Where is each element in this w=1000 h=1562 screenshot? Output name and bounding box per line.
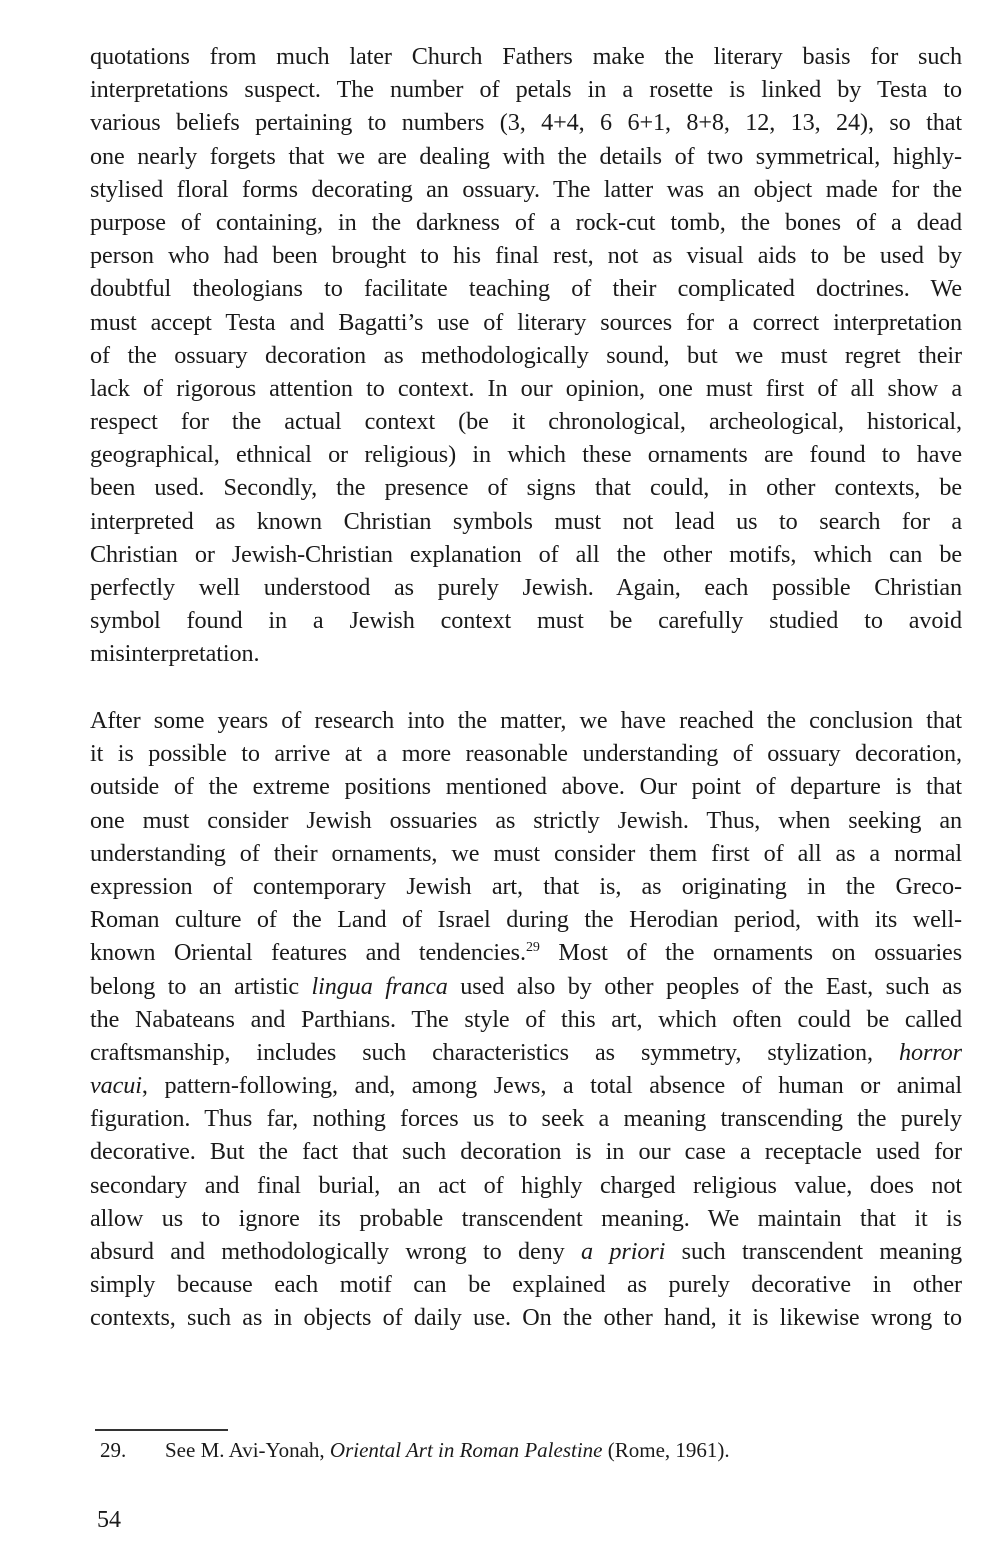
footnote-text-before: See M. Avi-Yonah,	[165, 1438, 330, 1462]
italic-phrase: horror	[898, 1038, 962, 1066]
text-run: secondary and final burial, an act of highly charged religious value, does not	[90, 1171, 962, 1199]
text-line	[90, 870, 962, 903]
text-run: perfectly well understood as purely Jewish. Again, each possible Christian	[90, 574, 962, 601]
text-line	[90, 40, 962, 73]
paragraph-1	[90, 40, 962, 671]
text-line	[90, 804, 962, 837]
text-line	[90, 637, 962, 670]
text-run: , pattern-following, and, among Jews, a total absence of human or animal	[141, 1072, 962, 1100]
text-run: outside of the extreme positions mentioned above. Our point of departure is that	[90, 773, 962, 801]
text-line	[90, 770, 962, 803]
text-run: geographical, ethnical or religious) in which these ornaments are found to have	[90, 441, 962, 469]
text-run: purpose of containing, in the darkness of a rock-cut tomb, the bones of a dead	[90, 208, 962, 236]
text-line	[90, 837, 962, 870]
text-run: understanding of their ornaments, we must consider them first of all as a normal	[90, 839, 962, 867]
text-line	[90, 903, 962, 936]
text-line	[90, 140, 962, 173]
text-line	[90, 1102, 962, 1135]
footnote-number: 29.	[100, 1438, 127, 1462]
text-run: respect for the actual context (be it chronological, archeological, historical,	[90, 408, 962, 436]
text-run: used also by other peoples of the East, such as	[447, 972, 962, 1000]
text-line	[90, 1135, 962, 1168]
text-run: decorative. But the fact that such decoration is in our case a receptacle used for	[90, 1138, 962, 1166]
text-run: expression of contemporary Jewish art, that is, as originating in the Greco-	[90, 872, 962, 900]
footnote-29	[100, 1436, 860, 1464]
text-run: Christian or Jewish-Christian explanation of all the other motifs, which can be	[90, 540, 962, 568]
text-run: misinterpretation.	[90, 640, 260, 668]
text-line	[90, 206, 962, 239]
text-run: absurd and methodologically wrong to deny	[90, 1238, 582, 1265]
text-line	[90, 1301, 962, 1334]
text-run: various beliefs pertaining to numbers (3, 4+4, 6 6+1, 8+8, 12, 13, 24), so that	[90, 109, 962, 137]
footnote-book-title: Oriental Art in Roman Palestine	[329, 1438, 603, 1462]
text-line	[90, 1003, 962, 1036]
text-line	[90, 704, 962, 737]
text-line	[90, 438, 962, 471]
text-line	[90, 73, 962, 106]
text-line	[90, 1169, 962, 1202]
footnote-reference: 29	[525, 940, 540, 956]
text-line	[90, 1235, 962, 1268]
italic-phrase: lingua franca	[311, 972, 448, 1000]
italic-phrase: a priori	[581, 1238, 666, 1265]
text-run: lack of rigorous attention to context. In our opinion, one must first of all show a	[90, 374, 962, 402]
text-run: doubtful theologians to facilitate teaching of their complicated doctrines. We	[90, 275, 962, 303]
text-run: been used. Secondly, the presence of signs that could, in other contexts, be	[90, 474, 962, 502]
text-line	[90, 405, 962, 438]
text-run: must accept Testa and Bagatti’s use of literary sources for a correct interpretation	[90, 308, 962, 336]
text-run: figuration. Thus far, nothing forces us to seek a meaning transcending the purely	[90, 1105, 962, 1133]
text-run: of the ossuary decoration as methodologically sound, but we must regret their	[90, 341, 962, 369]
text-line	[90, 272, 962, 305]
text-run: simply because each motif can be explained as purely decorative in other	[90, 1271, 962, 1299]
text-run: such transcendent meaning	[665, 1238, 962, 1265]
text-line	[90, 970, 962, 1003]
text-line	[90, 604, 962, 637]
footnote-text-after: (Rome, 1961).	[602, 1438, 730, 1462]
text-line	[90, 471, 962, 504]
text-run: interpretations suspect. The number of petals in a rosette is linked by Testa to	[90, 76, 962, 104]
text-line	[90, 106, 962, 139]
text-run: contexts, such as in objects of daily use. On the other hand, it is likewise wrong to	[90, 1304, 962, 1332]
text-line	[90, 1268, 962, 1301]
text-run: Roman culture of the Land of Israel during the Herodian period, with its well-	[90, 906, 962, 934]
text-run: After some years of research into the matter, we have reached the conclusion that	[90, 707, 962, 734]
text-run: quotations from much later Church Fathers make the literary basis for such	[90, 43, 962, 70]
footnote-divider	[95, 1429, 228, 1431]
text-run: known Oriental features and tendencies.	[90, 939, 526, 967]
text-run: it is possible to arrive at a more reasonable understanding of ossuary decoration,	[90, 740, 962, 768]
text-line	[90, 173, 962, 206]
text-run: person who had been brought to his final rest, not as visual aids to be used by	[90, 242, 962, 270]
text-line	[90, 372, 962, 405]
text-run: one nearly forgets that we are dealing with the details of two symmetrical, highly-	[90, 142, 962, 170]
text-line	[90, 737, 962, 770]
text-line	[90, 538, 962, 571]
text-run: interpreted as known Christian symbols must not lead us to search for a	[90, 507, 962, 535]
italic-phrase: vacui	[90, 1072, 142, 1100]
text-line	[90, 239, 962, 272]
text-run: one must consider Jewish ossuaries as strictly Jewish. Thus, when seeking an	[90, 806, 962, 834]
text-line	[90, 1069, 962, 1102]
text-line	[90, 339, 962, 372]
text-line	[90, 1036, 962, 1069]
text-line	[90, 1202, 962, 1235]
text-line	[90, 571, 962, 604]
text-run: allow us to ignore its probable transcendent meaning. We maintain that it is	[90, 1204, 962, 1232]
paragraph-2	[90, 704, 962, 1335]
page-number: 54	[97, 1507, 121, 1533]
text-run: belong to an artistic	[90, 972, 312, 1000]
text-line	[90, 936, 962, 969]
text-run: craftsmanship, includes such characteristics as symmetry, stylization,	[90, 1038, 899, 1066]
text-run: Most of the ornaments on ossuaries	[539, 939, 962, 967]
text-line	[90, 306, 962, 339]
text-run: the Nabateans and Parthians. The style of this art, which often could be called	[90, 1005, 962, 1033]
text-run: stylised floral forms decorating an ossuary. The latter was an object made for the	[90, 175, 962, 203]
text-line	[90, 505, 962, 538]
text-run: symbol found in a Jewish context must be carefully studied to avoid	[90, 607, 962, 635]
